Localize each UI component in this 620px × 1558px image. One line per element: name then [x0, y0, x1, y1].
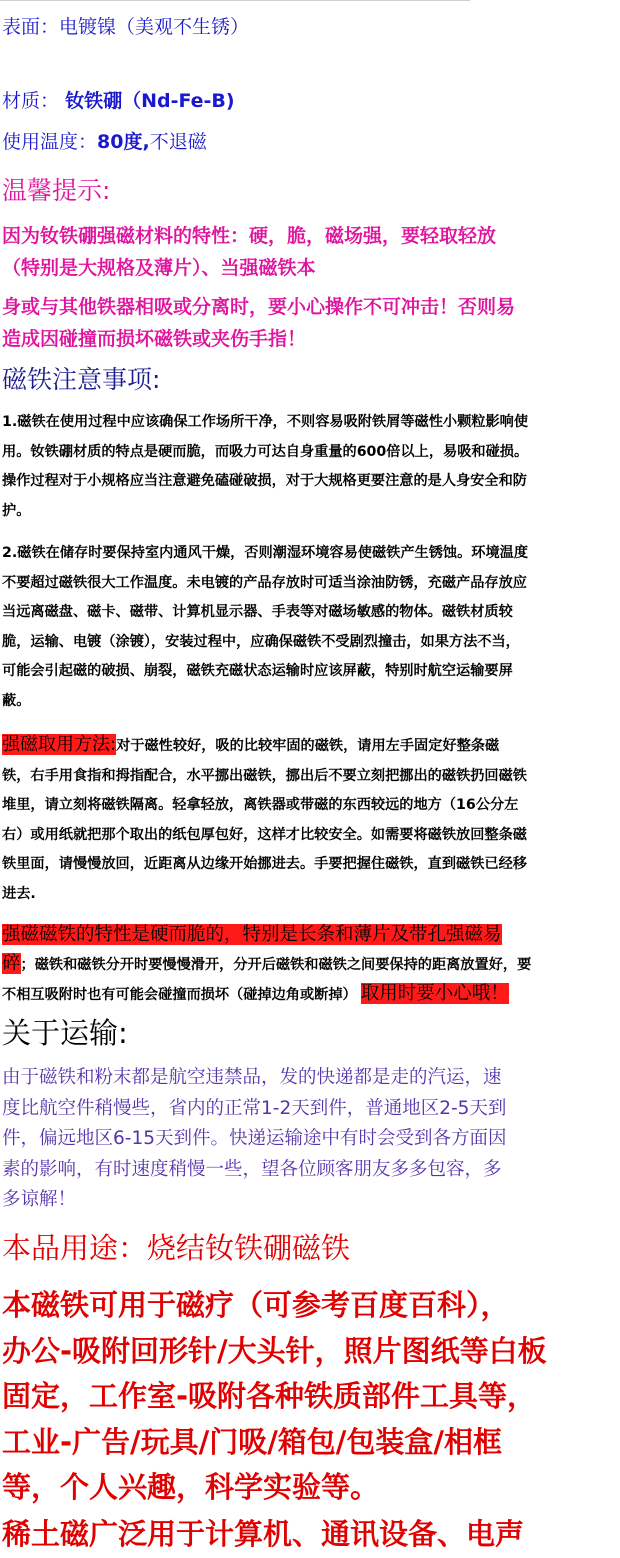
property-line — [2, 949, 531, 980]
usage-line: 稀土磁广泛用于计算机、通讯设备、电声 — [2, 1517, 525, 1551]
paragraph-line: 可能会引起磁的破损、崩裂，磁铁充磁状态运输时应该屏蔽，特别时航空运输要屏 — [2, 663, 513, 679]
property-line — [2, 921, 531, 949]
shipping-text — [2, 1063, 507, 1216]
tip-text-1 — [2, 220, 496, 284]
tip-title: 温馨提示: — [2, 176, 111, 205]
usage-line: 本磁铁可用于磁疗（可参考百度百科）， — [2, 1288, 510, 1322]
tip-line: 造成因碰撞而损坏磁铁或夹伤手指！ — [2, 328, 307, 350]
temperature-label: 使用温度： — [2, 131, 98, 153]
usage-text-continued — [2, 1512, 524, 1558]
property-text: 不相互吸附时也有可能会碰撞而损坏（碰掉边角或断掉） — [2, 987, 357, 1003]
usage-title: 本品用途：烧结钕铁硼磁铁 — [2, 1231, 351, 1265]
shipping-line: 素的影响，有时速度稍慢一些，望各位顾客朋友多多包容，多 — [2, 1158, 502, 1180]
top-divider — [0, 0, 470, 1]
paragraph-line: 脆，运输、电镀（涂镀），安装过程中，应确保磁铁不受剧烈撞击，如果方法不当， — [2, 633, 520, 650]
paragraph-line: 2.磁铁在储存时要保持室内通风干燥，否则潮湿环境容易使磁铁产生锈蚀。环境温度 — [2, 545, 529, 561]
material-spec — [2, 86, 235, 113]
property-highlight: 碎 — [2, 953, 21, 974]
tip-line: 因为钕铁硼强磁材料的特性：硬，脆，磁场强，要轻取轻放 — [2, 225, 497, 247]
caution-highlight: 取用时要小心哦！ — [360, 983, 509, 1004]
material-label: 材质： — [2, 90, 60, 112]
usage-line: 工业-广告/玩具/门吸/箱包/包装盒/相框 — [2, 1424, 502, 1459]
property-highlight: 强磁磁铁的特性是硬而脆的，特别是长条和薄片及带孔强磁易 — [2, 924, 502, 945]
method-first-line: 对于磁性较好，吸的比较牢固的磁铁，请用左手固定好整条磁 — [116, 738, 500, 754]
usage-line: 办公-吸附回形针/大头针，照片图纸等白板 — [2, 1333, 547, 1368]
paragraph-line: 进去. — [2, 885, 36, 902]
paragraph-line: 蔽。 — [2, 692, 31, 709]
paragraph-line: 右）或用纸就把那个取出的纸包厚包好，这样才比较安全。如需要将磁铁放回整条磁 — [2, 826, 527, 843]
property-warning — [2, 921, 531, 1009]
paragraph-line: 护。 — [2, 502, 31, 519]
surface-spec: 表面：电镀镍（美观不生锈） — [2, 16, 250, 38]
paragraph-line: 铁里面，请慢慢放回，近距离从边缘开始挪进去。手要把握住磁铁，直到磁铁已经移 — [2, 856, 527, 872]
property-line — [2, 980, 531, 1009]
paragraph-line: 铁，右手用食指和拇指配合，水平挪出磁铁，挪出后不要立刻把挪出的磁铁扔回磁铁 — [2, 767, 527, 784]
usage-text — [2, 1283, 547, 1511]
paragraph-line: 当远离磁盘、磁卡、磁带、计算机显示器、手表等对磁场敏感的物体。磁铁材质较 — [2, 604, 513, 620]
tip-line: 身或与其他铁器相吸或分离时，要小心操作不可冲击！否则易 — [2, 296, 516, 318]
material-value: 钕铁硼（Nd-Fe-B) — [65, 90, 235, 112]
paragraph-line: 不要超过磁铁很大工作温度。未电镀的产品存放时可适当涂油防锈，充磁产品存放应 — [2, 574, 527, 591]
paragraph-line: 1.磁铁在使用过程中应该确保工作场所干净，不则容易吸附铁屑等磁性小颗粒影响使 — [2, 414, 529, 430]
shipping-line: 件，偏远地区6-15天到件。快递运输途中有时会受到各方面因 — [2, 1128, 507, 1149]
shipping-title: 关于运输: — [2, 1016, 128, 1050]
method-highlight: 强磁取用方法: — [2, 734, 117, 755]
temperature-spec — [2, 127, 207, 154]
property-text: ；磁铁和磁铁分开时要慢慢滑开，分开后磁铁和磁铁之间要保持的距离放置好，要 — [20, 957, 532, 973]
shipping-line: 由于磁铁和粉末都是航空违禁品，发的快递都是走的汽运，速 — [2, 1067, 502, 1088]
notice-paragraph-2 — [2, 539, 528, 716]
temperature-note: 不退磁 — [149, 131, 207, 153]
paragraph-line: 堆里，请立刻将磁铁隔离。轻拿轻放，离铁器或带磁的东西较远的地方（16公分左 — [2, 797, 519, 813]
usage-line: 固定，工作室-吸附各种铁质部件工具等， — [2, 1379, 537, 1413]
notice-paragraph-1 — [2, 408, 528, 526]
shipping-line: 多谅解！ — [2, 1189, 77, 1210]
paragraph-line — [2, 730, 527, 762]
temperature-value: 80度, — [97, 131, 150, 153]
paragraph-line: 用。钕铁硼材质的特点是硬而脆，而吸力可达自身重量的600倍以上，易吸和碰损。 — [2, 443, 529, 460]
paragraph-line: 操作过程对于小规格应当注意避免磕碰破损，对于大规格更要注意的是人身安全和防 — [2, 473, 527, 489]
shipping-line: 度比航空件稍慢些，省内的正常1-2天到件，普通地区2-5天到 — [2, 1097, 507, 1119]
tip-text-2 — [2, 291, 515, 355]
handling-method — [2, 730, 527, 909]
usage-line: 等，个人兴趣，科学实验等。 — [2, 1470, 380, 1504]
notice-title: 磁铁注意事项: — [2, 365, 161, 394]
tip-line: （特别是大规格及薄片）、当强磁铁本 — [2, 257, 316, 279]
